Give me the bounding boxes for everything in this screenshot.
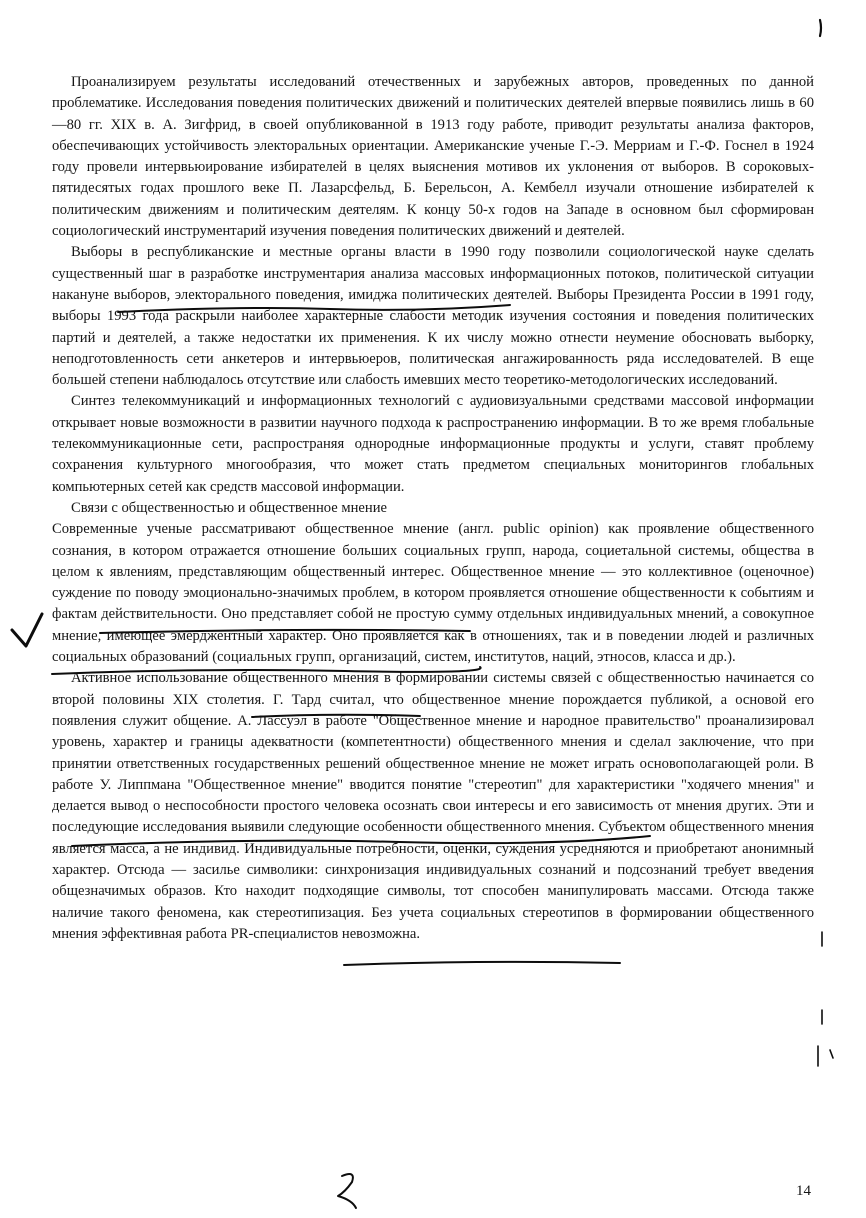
page-text	[52, 72, 814, 945]
section-heading: Связи с общественностью и общественное мнение	[71, 499, 388, 516]
underline-mark	[344, 962, 620, 965]
corner-tick-mark	[820, 20, 821, 36]
check-mark-icon	[12, 614, 42, 646]
paragraph: Современные ученые рассматривают общественное мнение (англ. public opinion) как проявление общественного сознания, в котором отражается отношение больших социальных групп, народа, социетальной системы, общества в целом к явлениям, представляющим общественный интерес. Общественное мнение — это коллективное (оценочное) суждение по поводу эмоционально-значимых проблем, в котором проявляется отношение общественности к событиям и фактам действительности. Оно представляет собой не простую сумму отдельных индивидуальных мнений, а совокупное мнение, имеющее эмерджентный характер. Оно проявляется как в отношениях, так и в поведении людей и различных социальных образований (социальных групп, организаций, систем, институтов, наций, этносов, класса и др.).	[52, 521, 814, 666]
paragraph: Выборы в республиканские и местные органы власти в 1990 году позволили социологической науке сделать существенный шаг в разработке инструментария анализа массовых информационных потоков, политической ситуации накануне выборов, электорального поведения, имиджа политических деятелей. Выборы Президента России в 1991 году, выборы 1993 года раскрыли наиболее характерные слабости методик изучения состояния и поведения политических партий и деятелей, а также недостатки их применения. К их числу можно отнести неумение обосновать выборку, неподготовленность сети анкетеров и интервьюеров, политическая ангажированность ряда исследователей. В еще большей степени наблюдалось отсутствие или слабость имевших место теоретико-методологических исследований.	[52, 244, 814, 389]
margin-mark	[830, 1050, 833, 1058]
paragraph: Активное использование общественного мнения в формировании системы связей с общественностью начинается со второй половины XIX столетия. Г. Тард считал, что общественное мнение порождается публикой, а основой его появления служит общение. А. Лассуэл в работе "Общественное мнение и народное правительство" проанализировал уровень, характер и границы адекватности (компетентности) общественного мнения и сделал заключение, что при принятии ответственных государственных решений общественное мнение не может играть основополагающей роли. В работе У. Липпмана "Общественное мнение" вводится понятие "стереотип" для характеристики "ходячего мнения" и делается вывод о неспособности простого человека осознать свои интересы и его зависимость от мнения других. Эти и последующие исследования выявили следующие особенности общественного мнения. Субъектом общественного мнения является масса, а не индивид. Индивидуальные потребности, оценки, суждения усредняются и приобретают анонимный характер. Отсюда — засилье символики: синхронизация индивидуальных сознаний и подсознаний требует введения общезначимых образов. Кто находит подходящие символы, тот способен манипулировать массами. Отсюда также наличие такого феномена, как стереотипизация. Без учета социальных стереотипов в формировании общественного мнения эффективная работа PR-специалистов невозможна.	[52, 670, 814, 942]
paragraph: Синтез телекоммуникаций и информационных технологий с аудиовизуальными средствами массовой информации открывает новые возможности в развитии научного подхода к распространению информации. В то же время глобальные телекоммуникационные сети, распространяя однородные информационные продукты и услуги, ставят проблему сохранения культурного многообразия, что может стать предметом специальных мониторингов глобальных компьютерных сетей как средств массовой информации.	[52, 393, 814, 495]
paragraph: Проанализируем результаты исследований отечественных и зарубежных авторов, проведенных по данной проблематике. Исследования поведения политических движений и политических деятелей впервые появились лишь в 60—80 гг. XIX в. А. Зигфрид, в своей опубликованной в 1913 году работе, приводит результаты анализа факторов, обеспечивающих устойчивость электоральных ориентации. Американские ученые Г.-Э. Мерриам и Г.-Ф. Госнел в 1924 году провели интервьюирование избирателей в целях выяснения мотивов их уклонения от выборов. В сороковых-пятидесятых годах прошлого веке П. Лазарсфельд, Б. Берельсон, А. Кембелл изучали отношение избирателей к политическим движениям и политическим деятелям. К концу 50-х годов на Западе в основном был сформирован социологический инструментарий изучения поведения политических движений и деятелей.	[52, 74, 814, 240]
page-number: 14	[796, 1183, 811, 1199]
bottom-pen-mark	[338, 1174, 356, 1208]
